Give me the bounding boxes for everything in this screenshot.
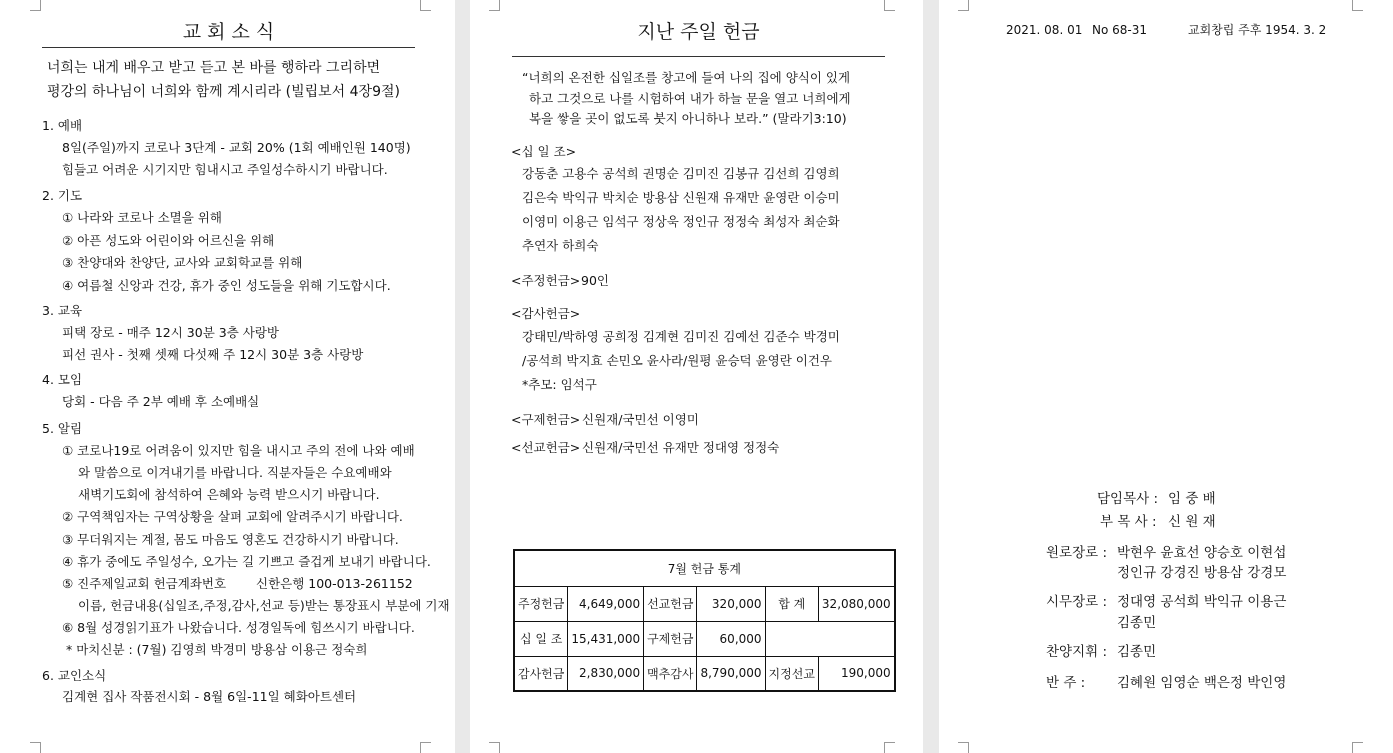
offering-label: <십 일 조> <box>511 144 577 159</box>
crop-mark <box>30 0 41 11</box>
section-heading: 4. 모임 <box>42 372 83 387</box>
news-line: 8일(주일)까지 코로나 3단계 - 교회 20% (1회 예배인원 140명) <box>62 140 411 155</box>
offering-label: <구제헌금> <box>511 412 581 427</box>
crop-mark <box>884 742 895 753</box>
page-gap <box>455 0 470 753</box>
staff-name: 임 중 배 <box>1168 491 1216 507</box>
offering-label: <주정헌금> <box>511 273 581 288</box>
section-heading: 6. 교인소식 <box>42 668 107 683</box>
section-heading: 2. 기도 <box>42 188 83 203</box>
offering-stats-table <box>513 549 896 692</box>
news-line: 이름, 헌금내용(십일조,주정,감사,선교 등)받는 통장표시 부분에 기재 <box>78 598 450 613</box>
news-line: ③ 찬양대와 찬양단, 교사와 교회학교를 위해 <box>62 255 303 270</box>
crop-mark <box>420 742 431 753</box>
verse-line: 하고 그것으로 나를 시험하여 내가 하늘 문을 열고 너희에게 <box>529 91 851 106</box>
staff-label: 부 목 사 : <box>1100 514 1157 530</box>
page-gap <box>923 0 939 753</box>
bank-account: 신한은행 100-013-261152 <box>256 576 413 591</box>
crop-mark <box>958 742 969 753</box>
staff-name: 김혜원 임영순 백은정 박인영 <box>1117 675 1287 691</box>
staff-label: 반 주 : <box>1046 675 1086 691</box>
offering-value: 신원재/국민선 유재만 정대영 정정숙 <box>582 440 780 455</box>
offering-value: 90인 <box>581 273 609 288</box>
header-founded: 교회창립 주후 1954. 3. 2 <box>1188 23 1327 37</box>
name-line: *추모: 임석구 <box>522 377 597 392</box>
news-line: ④ 휴가 중에도 주일성수, 오가는 길 기쁘고 즐겁게 보내기 바랍니다. <box>62 554 431 569</box>
name-line: 이영미 이용근 임석구 정상욱 정인규 정정숙 최성자 최순화 <box>522 214 840 229</box>
section-heading: 1. 예배 <box>42 118 83 133</box>
staff-name: 정대영 공석희 박익규 이용근 <box>1117 594 1287 610</box>
table-cell: 합 계 <box>765 586 818 621</box>
table-row <box>514 656 895 691</box>
news-line: 와 말씀으로 이겨내기를 바랍니다. 직분자들은 수요예배와 <box>78 465 392 480</box>
table-cell: 지정선교 <box>765 656 818 691</box>
crop-mark <box>884 0 895 11</box>
section-heading: 5. 알림 <box>42 421 83 436</box>
news-line: ① 나라와 코로나 소멸을 위해 <box>62 210 222 225</box>
page-title: 지난 주일 헌금 <box>637 21 760 43</box>
news-line: 피선 권사 - 첫째 셋째 다섯째 주 12시 30분 3층 사랑방 <box>62 347 364 362</box>
news-line: ① 코로나19로 어려움이 있지만 힘을 내시고 주의 전에 나와 예배 <box>62 443 415 458</box>
news-line: ⑥ 8월 성경읽기표가 나왔습니다. 성경일독에 힘쓰시기 바랍니다. <box>62 620 415 635</box>
table-cell: 320,000 <box>697 586 765 621</box>
table-cell: 190,000 <box>818 656 894 691</box>
table-row <box>514 550 895 586</box>
crop-mark <box>489 742 500 753</box>
verse-line: “너희의 온전한 십일조를 창고에 들여 나의 집에 양식이 있게 <box>522 70 851 85</box>
staff-label: 담임목사 : <box>1097 491 1159 507</box>
header-date: 2021. 08. 01 <box>1006 23 1083 37</box>
staff-name: 김종민 <box>1117 644 1157 660</box>
page-title: 교 회 소 식 <box>182 21 275 43</box>
table-cell: 60,000 <box>697 621 765 656</box>
staff-label: 시무장로 : <box>1046 594 1108 610</box>
offering-value: 신원재/국민선 이영미 <box>582 412 699 427</box>
table-cell: 구제헌금 <box>644 621 697 656</box>
table-cell: 32,080,000 <box>818 586 894 621</box>
offering-label: <선교헌금> <box>511 440 581 455</box>
news-line: * 마치신분 : (7월) 김영희 박경미 방용삼 이용근 정숙희 <box>66 642 368 657</box>
news-line: ② 아픈 성도와 어린이와 어르신을 위해 <box>62 233 275 248</box>
table-cell: 선교헌금 <box>644 586 697 621</box>
offering-label: <감사헌금> <box>511 306 581 321</box>
section-heading: 3. 교육 <box>42 303 83 318</box>
crop-mark <box>489 0 500 11</box>
news-line: 새벽기도회에 참석하여 은혜와 능력 받으시기 바랍니다. <box>78 487 380 502</box>
title-divider <box>42 47 415 48</box>
news-line: 당회 - 다음 주 2부 예배 후 소예배실 <box>62 394 260 409</box>
table-cell-empty <box>765 621 895 656</box>
table-cell: 15,431,000 <box>568 621 644 656</box>
table-cell: 8,790,000 <box>697 656 765 691</box>
news-line: 김계현 집사 작품전시회 - 8월 6일-11일 혜화아트센터 <box>62 689 357 704</box>
name-line: /공석희 박지효 손민오 윤사라/원평 윤승덕 윤영란 이건우 <box>522 353 832 368</box>
news-line: ② 구역책임자는 구역상황을 살펴 교회에 알려주시기 바랍니다. <box>62 509 403 524</box>
table-cell: 2,830,000 <box>568 656 644 691</box>
table-cell: 4,649,000 <box>568 586 644 621</box>
crop-mark <box>30 742 41 753</box>
staff-name: 신 원 재 <box>1168 514 1216 530</box>
name-line: 강태민/박하영 공희정 김계현 김미진 김예선 김준수 박경미 <box>522 329 840 344</box>
crop-mark <box>958 0 969 11</box>
name-line: 김은숙 박익규 박치순 방용삼 신원재 유재만 윤영란 이승미 <box>522 190 840 205</box>
news-line: ③ 무더워지는 계절, 몸도 마음도 영혼도 건강하시기 바랍니다. <box>62 532 399 547</box>
crop-mark <box>420 0 431 11</box>
crop-mark <box>1352 0 1363 11</box>
table-row <box>514 621 895 656</box>
staff-name: 김종민 <box>1117 615 1157 631</box>
name-line: 강동춘 고용수 공석희 권명순 김미진 김봉규 김선희 김영희 <box>522 166 840 181</box>
name-line: 추연자 하희숙 <box>522 238 599 253</box>
news-line: 힘들고 어려운 시기지만 힘내시고 주일성수하시기 바랍니다. <box>62 162 388 177</box>
verse-line: 평강의 하나님이 너희와 함께 계시리라 (빌립보서 4장9절) <box>47 84 400 100</box>
table-row <box>514 586 895 621</box>
staff-label: 찬양지휘 : <box>1046 644 1108 660</box>
table-heading: 7월 헌금 통계 <box>514 550 895 586</box>
verse-line: 복을 쌓을 곳이 없도록 붓지 아니하나 보라.” (말라기3:10) <box>529 111 847 126</box>
verse-line: 너희는 내게 배우고 받고 듣고 본 바를 행하라 그리하면 <box>47 60 381 76</box>
table-cell: 맥추감사 <box>644 656 697 691</box>
title-divider <box>512 56 885 57</box>
news-line: ④ 여름철 신앙과 건강, 휴가 중인 성도들을 위해 기도합시다. <box>62 278 391 293</box>
staff-name: 박현우 윤효선 양승호 이현섭 <box>1117 545 1287 561</box>
header-issue-no: No 68-31 <box>1092 23 1148 37</box>
table-cell: 십 일 조 <box>514 621 568 656</box>
table-cell: 감사헌금 <box>514 656 568 691</box>
news-line: ⑤ 진주제일교회 헌금계좌번호 <box>62 576 227 591</box>
staff-name: 정인규 강경진 방용삼 강경모 <box>1117 565 1287 581</box>
crop-mark <box>1352 742 1363 753</box>
table-cell: 주정헌금 <box>514 586 568 621</box>
staff-label: 원로장로 : <box>1046 545 1108 561</box>
news-line: 피택 장로 - 매주 12시 30분 3층 사랑방 <box>62 325 279 340</box>
